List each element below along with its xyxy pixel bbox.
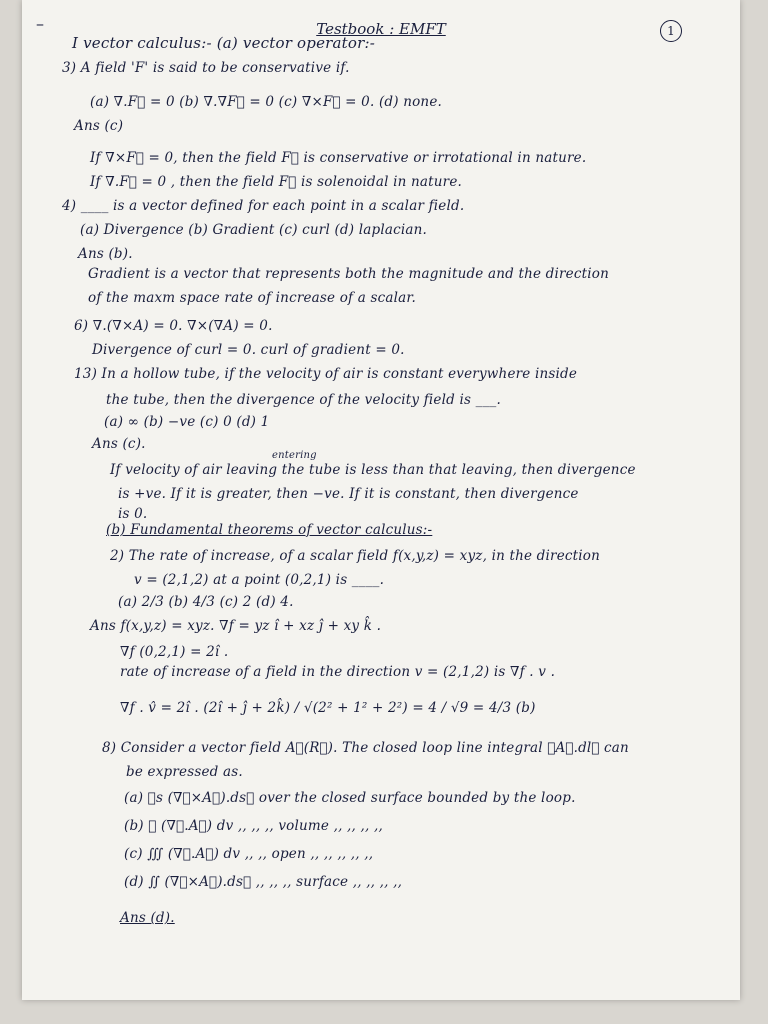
corner-mark: – bbox=[36, 14, 44, 33]
answer-line: Ans f(x,y,z) = xyz. ∇f = yz î + xz ĵ + xy k̂ . bbox=[90, 618, 382, 634]
explanation-line: is 0. bbox=[118, 506, 148, 522]
explanation-line: If velocity of air leaving the tube is less than that leaving, then divergence bbox=[110, 462, 636, 478]
explanation-line: ∇f (0,2,1) = 2î . bbox=[120, 644, 229, 660]
question-line: 6) ∇.(∇×A) = 0. ∇×(∇A) = 0. bbox=[74, 318, 273, 334]
option-line: (c) ∭ (∇⃗.A⃗) dv ,, ,, open ,, ,, ,, ,, ,, bbox=[124, 846, 374, 862]
section-heading: I vector calculus:- (a) vector operator:- bbox=[72, 34, 376, 52]
option-line: (b) ∰ (∇⃗.A⃗) dv ,, ,, ,, volume ,, ,, ,, ,, bbox=[124, 818, 383, 834]
question-line: 13) In a hollow tube, if the velocity of air is constant everywhere inside bbox=[74, 366, 578, 382]
question-line: v = (2,1,2) at a point (0,2,1) is ____. bbox=[134, 572, 385, 588]
options-line: (a) ∞ (b) −ve (c) 0 (d) 1 bbox=[104, 414, 270, 430]
question-line: 8) Consider a vector field A⃗(R⃗). The closed loop line integral ∮A⃗.dl⃗ can bbox=[102, 740, 629, 756]
page-title: Testbook : EMFT bbox=[316, 20, 446, 38]
explanation-line: rate of increase of a field in the direction v = (2,1,2) is ∇f . v . bbox=[120, 664, 556, 680]
explanation-line: Divergence of curl = 0. curl of gradient = 0. bbox=[92, 342, 405, 358]
answer-line: Ans (c). bbox=[92, 436, 146, 452]
explanation-line: If ∇×F⃗ = 0, then the field F⃗ is conservative or irrotational in nature. bbox=[90, 150, 587, 166]
notebook-page bbox=[22, 0, 740, 1000]
explanation-line: If ∇.F⃗ = 0 , then the field F⃗ is solenoidal in nature. bbox=[90, 174, 463, 190]
question-line: 2) The rate of increase, of a scalar field f(x,y,z) = xyz, in the direction bbox=[110, 548, 601, 564]
question-line: 4) ____ is a vector defined for each point in a scalar field. bbox=[62, 198, 465, 214]
answer-line: Ans (c) bbox=[74, 118, 124, 134]
options-line: (a) Divergence (b) Gradient (c) curl (d) laplacian. bbox=[80, 222, 428, 238]
option-line: (d) ∬ (∇⃗×A⃗).ds⃗ ,, ,, ,, surface ,, ,, ,, ,, bbox=[124, 874, 403, 890]
page-number: 1 bbox=[660, 20, 682, 42]
option-line: (a) ∯s (∇⃗×A⃗).ds⃗ over the closed surface bounded by the loop. bbox=[124, 790, 576, 806]
section-heading: (b) Fundamental theorems of vector calculus:- bbox=[106, 522, 433, 538]
equation-line: ∇f . v̂ = 2î . (2î + ĵ + 2k̂) / √(2² + 1² + 2²) = 4 / √9 = 4/3 (b) bbox=[120, 700, 536, 716]
question-line: be expressed as. bbox=[126, 764, 243, 780]
explanation-line: is +ve. If it is greater, then −ve. If it is constant, then divergence bbox=[118, 486, 579, 502]
explanation-line: of the maxm space rate of increase of a scalar. bbox=[88, 290, 417, 306]
options-line: (a) 2/3 (b) 4/3 (c) 2 (d) 4. bbox=[118, 594, 294, 610]
answer-line: Ans (b). bbox=[78, 246, 133, 262]
explanation-line: Gradient is a vector that represents both the magnitude and the direction bbox=[88, 266, 609, 282]
inserted-word: entering bbox=[272, 450, 317, 461]
question-line: the tube, then the divergence of the velocity field is ___. bbox=[106, 392, 501, 408]
options-line: (a) ∇.F⃗ = 0 (b) ∇.∇F⃗ = 0 (c) ∇×F⃗ = 0. (d) none. bbox=[90, 94, 443, 110]
answer-line: Ans (d). bbox=[120, 910, 175, 926]
question-line: 3) A field 'F' is said to be conservative if. bbox=[62, 60, 350, 76]
